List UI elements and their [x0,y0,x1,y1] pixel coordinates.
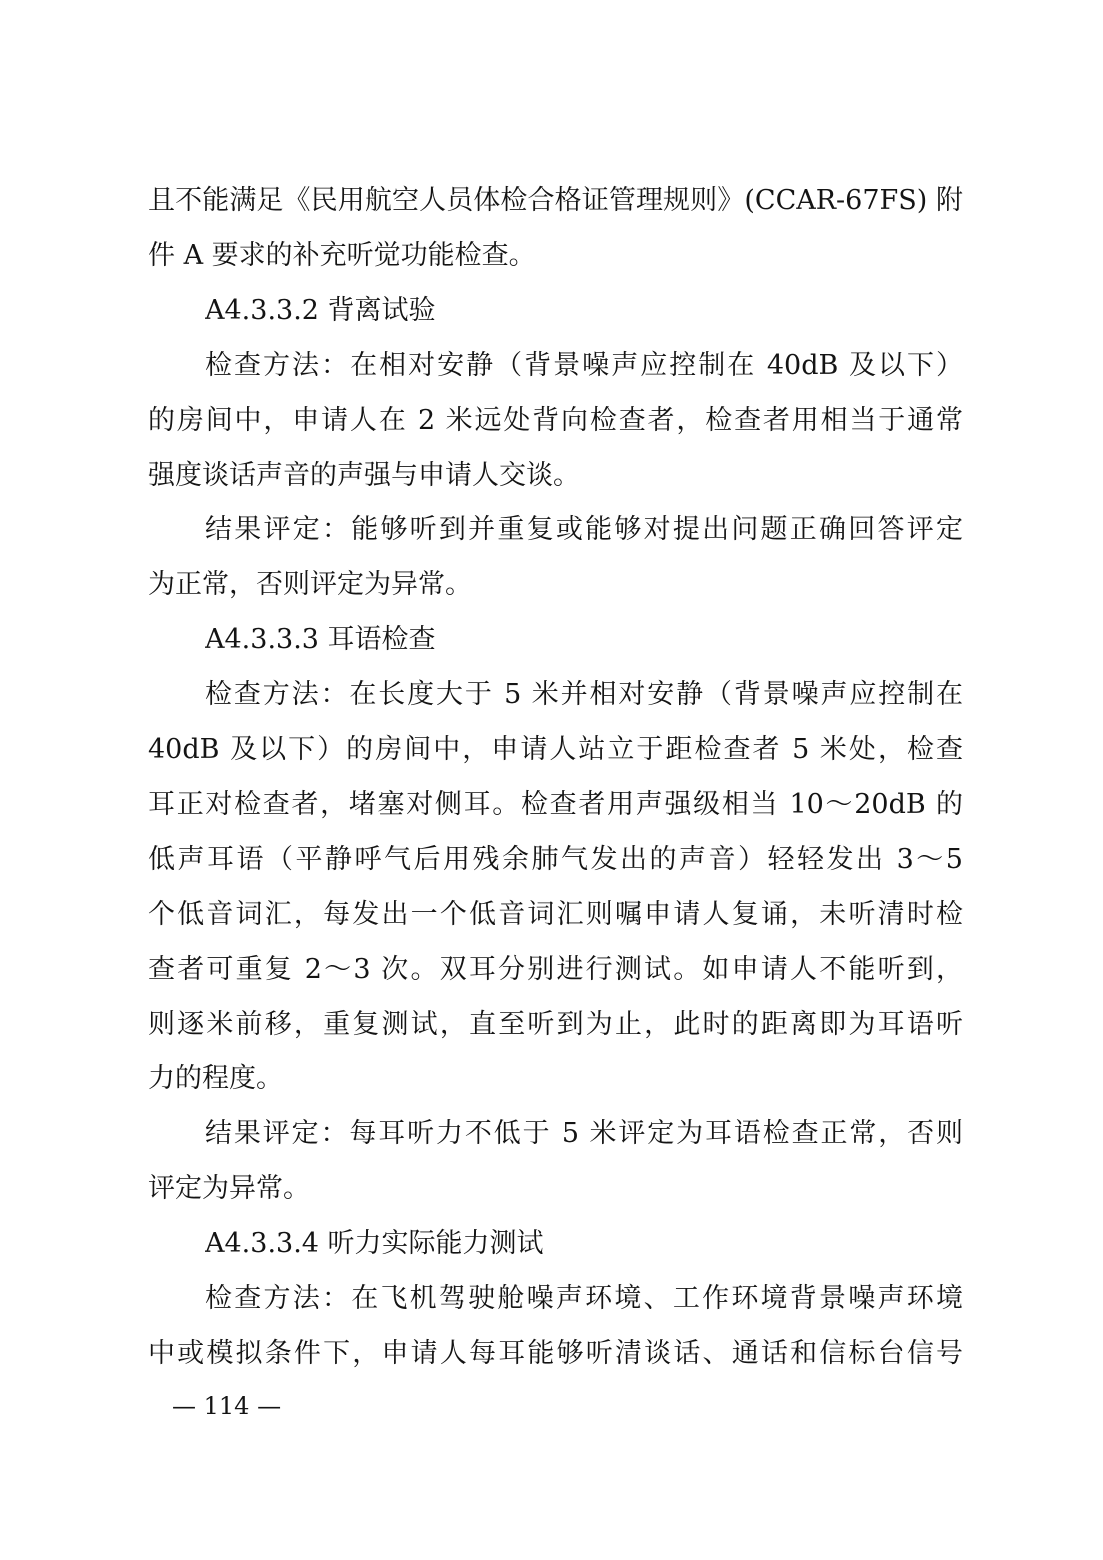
paragraph-line-12: 耳正对检查者，堵塞对侧耳。检查者用声强级相当 10～20dB 的 [148,789,963,820]
paragraph-line-19: 评定为异常。 [148,1173,310,1204]
paragraph-line-11: 40dB 及以下）的房间中，申请人站立于距检查者 5 米处，检查 [148,734,963,765]
paragraph-line-8: 为正常，否则评定为异常。 [148,569,472,600]
paragraph-line-5: 的房间中，申请人在 2 米远处背向检查者，检查者用相当于通常 [148,405,963,436]
section-heading-a4-3-3-2: A4.3.3.2 背离试验 [205,295,436,326]
paragraph-line-4: 检查方法：在相对安静（背景噪声应控制在 40dB 及以下） [205,350,963,381]
paragraph-line-18: 结果评定：每耳听力不低于 5 米评定为耳语检查正常，否则 [205,1118,963,1149]
paragraph-line-10: 检查方法：在长度大于 5 米并相对安静（背景噪声应控制在 [205,679,963,710]
section-heading-a4-3-3-4: A4.3.3.4 听力实际能力测试 [205,1228,544,1259]
paragraph-line-21: 检查方法：在飞机驾驶舱噪声环境、工作环境背景噪声环境 [205,1283,963,1314]
paragraph-line-16: 则逐米前移，重复测试，直至听到为止，此时的距离即为耳语听 [148,1009,963,1040]
paragraph-line-6: 强度谈话声音的声强与申请人交谈。 [148,460,580,491]
paragraph-line-13: 低声耳语（平静呼气后用残余肺气发出的声音）轻轻发出 3～5 [148,844,963,875]
paragraph-line-7: 结果评定：能够听到并重复或能够对提出问题正确回答评定 [205,514,963,545]
paragraph-line-2: 件 A 要求的补充听觉功能检查。 [148,240,536,271]
paragraph-line-14: 个低音词汇，每发出一个低音词汇则嘱申请人复诵，未听清时检 [148,899,963,930]
paragraph-line-1: 且不能满足《民用航空人员体检合格证管理规则》(CCAR-67FS) 附 [148,185,963,216]
page-number: — 114 — [172,1392,282,1420]
paragraph-line-15: 查者可重复 2～3 次。双耳分别进行测试。如申请人不能听到， [148,954,963,985]
paragraph-line-17: 力的程度。 [148,1063,283,1094]
section-heading-a4-3-3-3: A4.3.3.3 耳语检查 [205,624,436,655]
paragraph-line-22: 中或模拟条件下，申请人每耳能够听清谈话、通话和信标台信号 [148,1338,963,1369]
